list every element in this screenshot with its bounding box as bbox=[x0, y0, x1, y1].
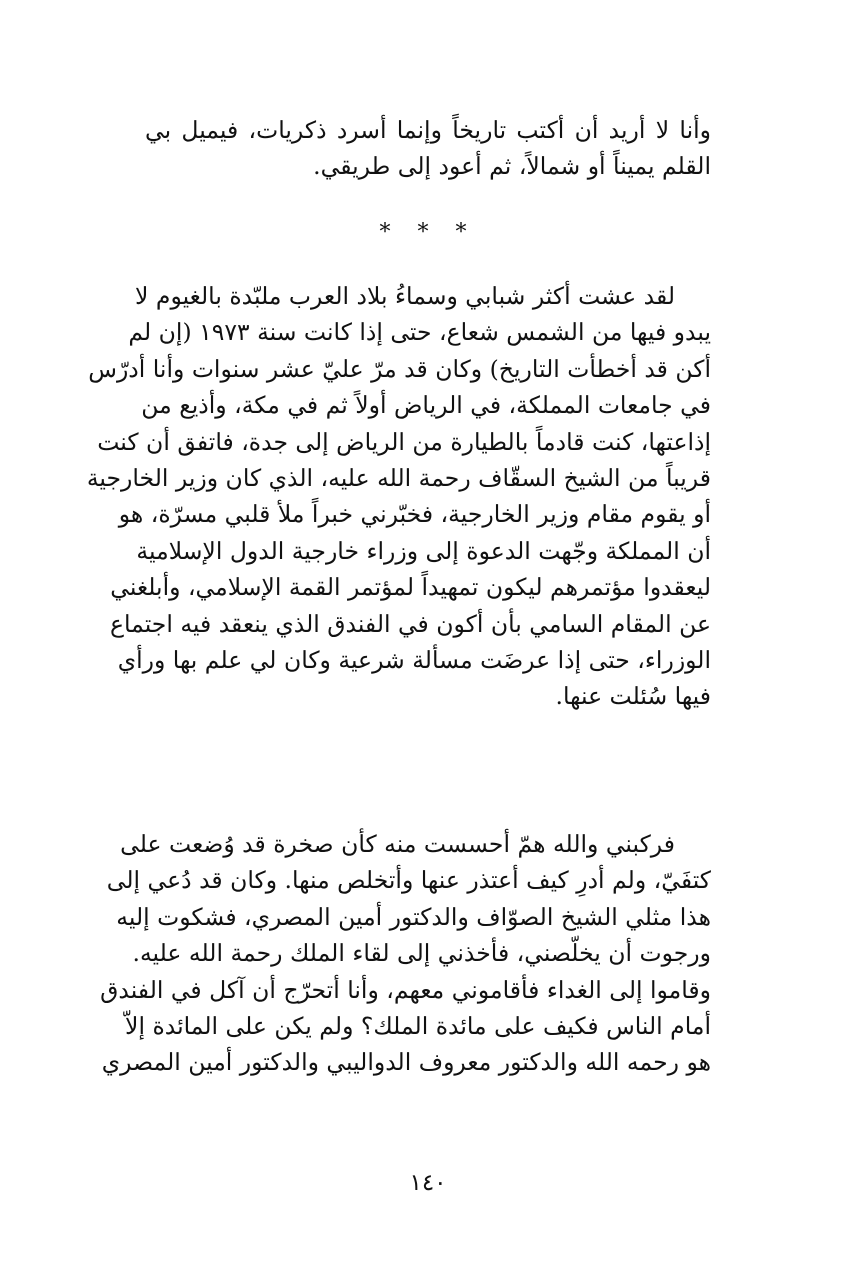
text-line: الوزراء، حتى إذا عرضَت مسألة شرعية وكان لي علم بها ورأي bbox=[117, 645, 711, 674]
text-line: وقاموا إلى الغداء فأقاموني معهم، وأنا أتحرّج أن آكل في الفندق bbox=[100, 975, 711, 1004]
text-line: وأنا لا أريد أن أكتب تاريخاً وإنما أسرد ذكريات، فيميل بي bbox=[145, 116, 711, 144]
paragraph-2 bbox=[100, 826, 711, 1081]
text-line: أن المملكة وجّهت الدعوة إلى وزراء خارجية الدول الإسلامية bbox=[136, 536, 711, 565]
text-line: هذا مثلي الشيخ الصوّاف والدكتور أمين المصري، فشكوت إليه bbox=[116, 902, 711, 931]
text-line: فيها سُئلت عنها. bbox=[555, 682, 711, 711]
text-line: أمام الناس فكيف على مائدة الملك؟ ولم يكن على المائدة إلاّ bbox=[125, 1011, 711, 1040]
text-line: هو رحمه الله والدكتور معروف الدواليبي والدكتور أمين المصري bbox=[101, 1048, 711, 1077]
text-line: ورجوت أن يخلّصني، فأخذني إلى لقاء الملك رحمة الله عليه. bbox=[132, 939, 711, 968]
text-line: يبدو فيها من الشمس شعاع، حتى إذا كانت سنة ١٩٧٣ (إن لم bbox=[128, 318, 711, 347]
text-line: فركبني والله همّ أحسست منه كأن صخرة قد وُضعت على bbox=[120, 830, 675, 858]
text-line: القلم يميناً أو شمالاً، ثم أعود إلى طريقي. bbox=[313, 152, 711, 181]
section-separator: * * * bbox=[379, 220, 477, 245]
text-line: قريباً من الشيخ السقّاف رحمة الله عليه، الذي كان وزير الخارجية bbox=[86, 463, 711, 492]
text-line: كتفَيّ، ولم أدرِ كيف أعتذر عنها وأتخلص منها. وكان قد دُعي إلى bbox=[106, 866, 711, 895]
text-line: ليعقدوا مؤتمرهم ليكون تمهيداً لمؤتمر القمة الإسلامي، وأبلغني bbox=[110, 573, 711, 602]
text-line: إذاعتها، كنت قادماً بالطيارة من الرياض إلى جدة، فاتفق أن كنت bbox=[97, 427, 711, 456]
paragraph-1 bbox=[86, 278, 711, 715]
paragraph-intro bbox=[145, 112, 711, 185]
text-line: عن المقام السامي بأن أكون في الفندق الذي ينعقد فيه اجتماع bbox=[109, 609, 711, 638]
text-line: أو يقوم مقام وزير الخارجية، فخبّرني خبراً ملأ قلبي مسرّة، هو bbox=[118, 500, 711, 529]
text-line: لقد عشت أكثر شبابي وسماءُ بلاد العرب ملبّدة بالغيوم لا bbox=[135, 282, 675, 310]
text-line: في جامعات المملكة، في الرياض أولاً ثم في مكة، وأذيع من bbox=[141, 391, 711, 420]
text-line: أكن قد أخطأت التاريخ) وكان قد مرّ عليّ عشر سنوات وأنا أدرّس bbox=[88, 354, 711, 383]
page-number: ١٤٠ bbox=[409, 1170, 447, 1196]
